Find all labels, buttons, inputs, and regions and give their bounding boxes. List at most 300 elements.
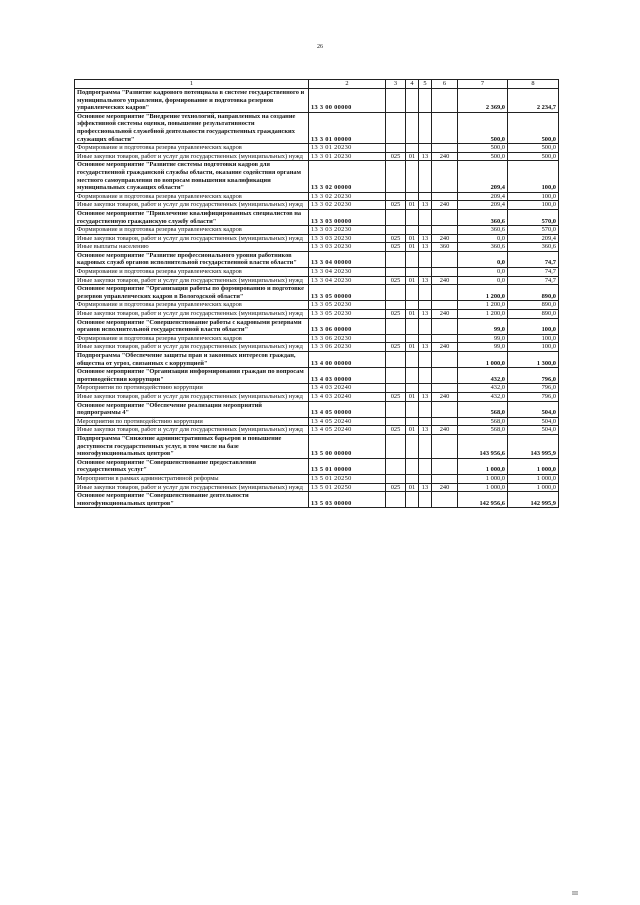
row-code: 13 3 04 20230 (309, 268, 386, 277)
row-code: 13 4 05 20240 (309, 417, 386, 426)
row-expense-type (432, 474, 458, 483)
row-name: Основное мероприятие "Привлечение квалифицированных специалистов на государственную гражданскую службу области" (75, 209, 309, 225)
header-col-5: 5 (419, 80, 432, 89)
corner-mark-bottom: III (572, 891, 578, 897)
row-value-2017: 209,4 (458, 161, 508, 192)
row-value-2018: 500,0 (508, 112, 559, 143)
row-code: 13 3 03 20230 (309, 243, 386, 252)
row-vid: 025 (386, 234, 406, 243)
row-code: 13 5 01 20250 (309, 483, 386, 492)
row-expense-type: 240 (432, 392, 458, 401)
table-row (75, 318, 559, 334)
row-name: Иные закупки товаров, работ и услуг для государственных (муниципальных) нужд (75, 152, 309, 161)
table-header-row (75, 80, 559, 89)
row-name: Иные закупки товаров, работ и услуг для государственных (муниципальных) нужд (75, 276, 309, 285)
row-value-2018: 504,0 (508, 426, 559, 435)
table-row (75, 112, 559, 143)
row-subsection (419, 192, 432, 201)
row-value-2017: 500,0 (458, 112, 508, 143)
row-code: 13 3 04 20230 (309, 276, 386, 285)
row-value-2018: 1 000,0 (508, 458, 559, 474)
row-value-2017: 1 000,0 (458, 352, 508, 368)
row-subsection: 13 (419, 201, 432, 210)
row-value-2017: 360,6 (458, 243, 508, 252)
row-vid (386, 268, 406, 277)
row-subsection (419, 334, 432, 343)
row-expense-type (432, 161, 458, 192)
row-subsection (419, 318, 432, 334)
row-value-2018: 504,0 (508, 401, 559, 417)
row-code: 13 4 03 20240 (309, 392, 386, 401)
row-value-2018: 570,0 (508, 226, 559, 235)
row-section (406, 89, 419, 113)
row-value-2017: 432,0 (458, 384, 508, 393)
row-section: 01 (406, 243, 419, 252)
table-row (75, 352, 559, 368)
row-vid (386, 251, 406, 267)
table-row (75, 285, 559, 301)
row-code: 13 3 00 00000 (309, 89, 386, 113)
row-expense-type (432, 226, 458, 235)
row-value-2017: 360,6 (458, 226, 508, 235)
row-expense-type (432, 458, 458, 474)
row-value-2017: 1 200,0 (458, 310, 508, 319)
page-number: 26 (317, 44, 323, 50)
row-vid (386, 384, 406, 393)
row-value-2018: 1 000,0 (508, 474, 559, 483)
row-vid (386, 192, 406, 201)
table-row (75, 368, 559, 384)
row-expense-type (432, 285, 458, 301)
row-expense-type: 240 (432, 483, 458, 492)
row-vid (386, 458, 406, 474)
row-expense-type (432, 492, 458, 508)
row-code: 13 4 05 00000 (309, 401, 386, 417)
row-section (406, 368, 419, 384)
row-vid (386, 318, 406, 334)
row-section (406, 474, 419, 483)
row-subsection: 13 (419, 276, 432, 285)
table-row (75, 243, 559, 252)
row-value-2017: 142 956,6 (458, 492, 508, 508)
table-row (75, 343, 559, 352)
row-name: Основное мероприятие "Совершенствование работы с кадровыми резервами органов исполнительной государственной власти области" (75, 318, 309, 334)
row-vid (386, 285, 406, 301)
row-value-2018: 890,0 (508, 285, 559, 301)
table-row (75, 417, 559, 426)
table-row (75, 234, 559, 243)
row-code: 13 3 05 00000 (309, 285, 386, 301)
budget-table (74, 79, 559, 508)
row-expense-type (432, 268, 458, 277)
row-value-2017: 209,4 (458, 201, 508, 210)
row-value-2017: 0,0 (458, 251, 508, 267)
row-name: Мероприятия по противодействию коррупции (75, 384, 309, 393)
row-expense-type (432, 209, 458, 225)
row-code: 13 5 03 00000 (309, 492, 386, 508)
row-name: Формирование и подготовка резерва управленческих кадров (75, 226, 309, 235)
row-subsection (419, 209, 432, 225)
row-expense-type (432, 301, 458, 310)
row-value-2017: 500,0 (458, 144, 508, 153)
row-expense-type: 240 (432, 426, 458, 435)
row-section (406, 434, 419, 458)
table-row (75, 144, 559, 153)
table-row (75, 201, 559, 210)
row-vid: 025 (386, 243, 406, 252)
row-section (406, 192, 419, 201)
row-code: 13 3 02 00000 (309, 161, 386, 192)
row-section (406, 209, 419, 225)
row-code: 13 3 05 20230 (309, 310, 386, 319)
row-section: 01 (406, 343, 419, 352)
row-vid: 025 (386, 152, 406, 161)
row-vid (386, 89, 406, 113)
row-code: 13 4 03 00000 (309, 368, 386, 384)
row-vid (386, 301, 406, 310)
row-value-2017: 99,0 (458, 334, 508, 343)
row-expense-type: 240 (432, 234, 458, 243)
row-name: Формирование и подготовка резерва управленческих кадров (75, 144, 309, 153)
row-section (406, 384, 419, 393)
row-section: 01 (406, 392, 419, 401)
row-subsection: 13 (419, 234, 432, 243)
row-section (406, 458, 419, 474)
row-value-2018: 890,0 (508, 301, 559, 310)
row-expense-type (432, 352, 458, 368)
row-code: 13 4 03 20240 (309, 384, 386, 393)
row-value-2017: 1 000,0 (458, 474, 508, 483)
row-value-2017: 1 000,0 (458, 483, 508, 492)
row-subsection (419, 268, 432, 277)
table-row (75, 268, 559, 277)
row-subsection: 13 (419, 483, 432, 492)
table-body (75, 89, 559, 508)
row-value-2018: 796,0 (508, 392, 559, 401)
row-vid: 025 (386, 276, 406, 285)
row-subsection (419, 144, 432, 153)
header-col-2: 2 (309, 80, 386, 89)
table-row (75, 301, 559, 310)
row-code: 13 3 06 20230 (309, 343, 386, 352)
row-value-2018: 142 995,9 (508, 492, 559, 508)
row-code: 13 3 01 00000 (309, 112, 386, 143)
row-code: 13 3 04 00000 (309, 251, 386, 267)
row-expense-type: 240 (432, 152, 458, 161)
row-expense-type: 240 (432, 201, 458, 210)
row-name: Формирование и подготовка резерва управленческих кадров (75, 268, 309, 277)
row-code: 13 3 03 00000 (309, 209, 386, 225)
row-subsection (419, 251, 432, 267)
row-code: 13 3 06 20230 (309, 334, 386, 343)
header-col-3: 3 (386, 80, 406, 89)
row-value-2018: 100,0 (508, 161, 559, 192)
table-row (75, 434, 559, 458)
row-expense-type (432, 318, 458, 334)
row-value-2018: 504,0 (508, 417, 559, 426)
row-name: Основное мероприятие "Организация работы по формированию и подготовке резервов управленческих кадров в Вологодской области" (75, 285, 309, 301)
row-subsection (419, 401, 432, 417)
row-expense-type: 240 (432, 343, 458, 352)
row-expense-type (432, 192, 458, 201)
header-col-6: 6 (432, 80, 458, 89)
row-subsection: 13 (419, 426, 432, 435)
row-value-2018: 2 234,7 (508, 89, 559, 113)
row-value-2017: 568,0 (458, 401, 508, 417)
row-name: Основное мероприятие "Организация информирования граждан по вопросам противодействия коррупции" (75, 368, 309, 384)
row-section (406, 301, 419, 310)
row-subsection (419, 89, 432, 113)
row-value-2017: 0,0 (458, 234, 508, 243)
row-code: 13 3 05 20230 (309, 301, 386, 310)
header-col-4: 4 (406, 80, 419, 89)
row-value-2018: 500,0 (508, 152, 559, 161)
row-value-2017: 568,0 (458, 417, 508, 426)
row-name: Мероприятия по противодействию коррупции (75, 417, 309, 426)
row-section (406, 285, 419, 301)
table-row (75, 392, 559, 401)
row-subsection: 13 (419, 243, 432, 252)
table-row (75, 483, 559, 492)
row-code: 13 5 00 00000 (309, 434, 386, 458)
row-value-2017: 568,0 (458, 426, 508, 435)
row-subsection: 13 (419, 152, 432, 161)
table-row (75, 89, 559, 113)
row-name: Подпрограмма "Обеспечение защиты прав и законных интересов граждан, общества от угроз, связанных с коррупцией" (75, 352, 309, 368)
table-row (75, 458, 559, 474)
row-subsection (419, 352, 432, 368)
row-code: 13 3 06 00000 (309, 318, 386, 334)
row-subsection (419, 458, 432, 474)
row-vid (386, 368, 406, 384)
row-section (406, 251, 419, 267)
row-name: Основное мероприятие "Совершенствование предоставления государственных услуг" (75, 458, 309, 474)
row-value-2017: 99,0 (458, 318, 508, 334)
row-vid: 025 (386, 343, 406, 352)
row-code: 13 5 01 00000 (309, 458, 386, 474)
row-value-2018: 1 300,0 (508, 352, 559, 368)
row-vid (386, 112, 406, 143)
row-section (406, 226, 419, 235)
row-code: 13 3 02 20230 (309, 201, 386, 210)
row-section: 01 (406, 310, 419, 319)
row-name: Иные закупки товаров, работ и услуг для государственных (муниципальных) нужд (75, 201, 309, 210)
row-section (406, 417, 419, 426)
header-col-7: 7 (458, 80, 508, 89)
row-name: Основное мероприятие "Развитие профессионального уровня работников кадровых служб органов исполнительной государственной власти области" (75, 251, 309, 267)
row-code: 13 3 03 20230 (309, 234, 386, 243)
header-col-1: 1 (75, 80, 309, 89)
row-vid: 025 (386, 201, 406, 210)
row-value-2017: 432,0 (458, 368, 508, 384)
row-expense-type (432, 334, 458, 343)
row-name: Иные закупки товаров, работ и услуг для государственных (муниципальных) нужд (75, 343, 309, 352)
row-value-2018: 890,0 (508, 310, 559, 319)
row-name: Иные закупки товаров, работ и услуг для государственных (муниципальных) нужд (75, 310, 309, 319)
row-expense-type (432, 417, 458, 426)
row-name: Подпрограмма "Снижение административных барьеров и повышение доступности государственных услуг, в том числе на базе многофункциональных центров" (75, 434, 309, 458)
row-subsection (419, 434, 432, 458)
header-col-8: 8 (508, 80, 559, 89)
row-name: Основное мероприятие "Внедрение технологий, направленных на создание эффективной системы оценки, повышение результативности профессиональной служебной деятельности государственных гражданских служащих области" (75, 112, 309, 143)
row-vid (386, 474, 406, 483)
row-expense-type (432, 434, 458, 458)
row-name: Подпрограмма "Развитие кадрового потенциала в системе государственного и муниципального управления, формирование и подготовка резервов управленческих кадров" (75, 89, 309, 113)
row-expense-type: 360 (432, 243, 458, 252)
row-section (406, 268, 419, 277)
row-name: Мероприятия в рамках административной реформы (75, 474, 309, 483)
row-section (406, 318, 419, 334)
table-row (75, 276, 559, 285)
row-vid (386, 352, 406, 368)
row-value-2018: 796,0 (508, 384, 559, 393)
row-name: Формирование и подготовка резерва управленческих кадров (75, 192, 309, 201)
row-subsection (419, 301, 432, 310)
row-expense-type (432, 251, 458, 267)
row-subsection (419, 368, 432, 384)
row-section (406, 492, 419, 508)
row-value-2018: 74,7 (508, 276, 559, 285)
row-name: Иные закупки товаров, работ и услуг для государственных (муниципальных) нужд (75, 483, 309, 492)
row-subsection (419, 417, 432, 426)
table-row (75, 152, 559, 161)
row-section: 01 (406, 426, 419, 435)
row-expense-type: 240 (432, 276, 458, 285)
row-subsection (419, 226, 432, 235)
row-name: Основное мероприятие "Обеспечение реализации мероприятий подпрограммы 4" (75, 401, 309, 417)
row-code: 13 4 00 00000 (309, 352, 386, 368)
row-code: 13 4 05 20240 (309, 426, 386, 435)
row-value-2018: 1 000,0 (508, 483, 559, 492)
row-value-2018: 796,0 (508, 368, 559, 384)
row-value-2018: 74,7 (508, 251, 559, 267)
row-subsection (419, 112, 432, 143)
row-section (406, 352, 419, 368)
row-name: Формирование и подготовка резерва управленческих кадров (75, 334, 309, 343)
row-vid (386, 492, 406, 508)
row-value-2017: 143 956,6 (458, 434, 508, 458)
row-name: Основное мероприятие "Совершенствование деятельности многофункциональных центров" (75, 492, 309, 508)
row-section (406, 401, 419, 417)
row-value-2017: 1 000,0 (458, 458, 508, 474)
row-subsection (419, 492, 432, 508)
row-vid: 025 (386, 483, 406, 492)
table-row (75, 492, 559, 508)
table-row (75, 334, 559, 343)
table-row (75, 474, 559, 483)
row-name: Иные закупки товаров, работ и услуг для государственных (муниципальных) нужд (75, 234, 309, 243)
row-value-2018: 360,6 (508, 243, 559, 252)
row-name: Иные закупки товаров, работ и услуг для государственных (муниципальных) нужд (75, 392, 309, 401)
row-section (406, 334, 419, 343)
row-value-2018: 143 995,9 (508, 434, 559, 458)
row-vid (386, 434, 406, 458)
row-vid (386, 144, 406, 153)
row-value-2017: 360,6 (458, 209, 508, 225)
row-expense-type (432, 112, 458, 143)
row-value-2018: 100,0 (508, 343, 559, 352)
row-value-2018: 500,0 (508, 144, 559, 153)
row-vid: 025 (386, 392, 406, 401)
row-expense-type: 240 (432, 310, 458, 319)
row-value-2017: 0,0 (458, 268, 508, 277)
row-value-2017: 1 200,0 (458, 301, 508, 310)
row-name: Формирование и подготовка резерва управленческих кадров (75, 301, 309, 310)
table-row (75, 251, 559, 267)
row-name: Иные выплаты населению (75, 243, 309, 252)
row-vid (386, 226, 406, 235)
row-subsection (419, 384, 432, 393)
row-expense-type (432, 89, 458, 113)
row-code: 13 3 01 20230 (309, 152, 386, 161)
table-row (75, 384, 559, 393)
row-vid (386, 401, 406, 417)
row-code: 13 3 02 20230 (309, 192, 386, 201)
row-value-2017: 500,0 (458, 152, 508, 161)
row-subsection (419, 285, 432, 301)
row-value-2017: 209,4 (458, 192, 508, 201)
row-value-2017: 1 200,0 (458, 285, 508, 301)
row-value-2017: 0,0 (458, 276, 508, 285)
row-expense-type (432, 144, 458, 153)
row-vid (386, 334, 406, 343)
row-value-2018: 209,4 (508, 234, 559, 243)
row-vid: 025 (386, 426, 406, 435)
row-section (406, 112, 419, 143)
row-value-2018: 100,0 (508, 201, 559, 210)
row-section: 01 (406, 483, 419, 492)
table-row (75, 192, 559, 201)
row-section (406, 161, 419, 192)
row-vid (386, 417, 406, 426)
row-vid: 025 (386, 310, 406, 319)
table-row (75, 209, 559, 225)
row-code: 13 5 01 20250 (309, 474, 386, 483)
row-value-2018: 100,0 (508, 318, 559, 334)
row-value-2017: 99,0 (458, 343, 508, 352)
row-section (406, 144, 419, 153)
row-subsection: 13 (419, 392, 432, 401)
table-row (75, 226, 559, 235)
row-vid (386, 209, 406, 225)
row-section: 01 (406, 276, 419, 285)
row-subsection (419, 474, 432, 483)
row-value-2017: 2 369,0 (458, 89, 508, 113)
row-name: Основное мероприятие "Развитие системы подготовки кадров для государственной гражданской службы области, оказание содействия органам местного самоуправления по вопросам повышения квалификации муниципальных служащих области" (75, 161, 309, 192)
row-section: 01 (406, 201, 419, 210)
row-expense-type (432, 368, 458, 384)
row-value-2017: 432,0 (458, 392, 508, 401)
row-subsection (419, 161, 432, 192)
row-code: 13 3 01 20230 (309, 144, 386, 153)
row-subsection: 13 (419, 343, 432, 352)
row-vid (386, 161, 406, 192)
row-value-2018: 570,0 (508, 209, 559, 225)
table-row (75, 161, 559, 192)
row-subsection: 13 (419, 310, 432, 319)
row-value-2018: 74,7 (508, 268, 559, 277)
row-value-2018: 100,0 (508, 192, 559, 201)
table-row (75, 426, 559, 435)
table-row (75, 401, 559, 417)
row-name: Иные закупки товаров, работ и услуг для государственных (муниципальных) нужд (75, 426, 309, 435)
row-expense-type (432, 401, 458, 417)
row-code: 13 3 03 20230 (309, 226, 386, 235)
row-section: 01 (406, 152, 419, 161)
row-expense-type (432, 384, 458, 393)
row-section: 01 (406, 234, 419, 243)
row-value-2018: 100,0 (508, 334, 559, 343)
